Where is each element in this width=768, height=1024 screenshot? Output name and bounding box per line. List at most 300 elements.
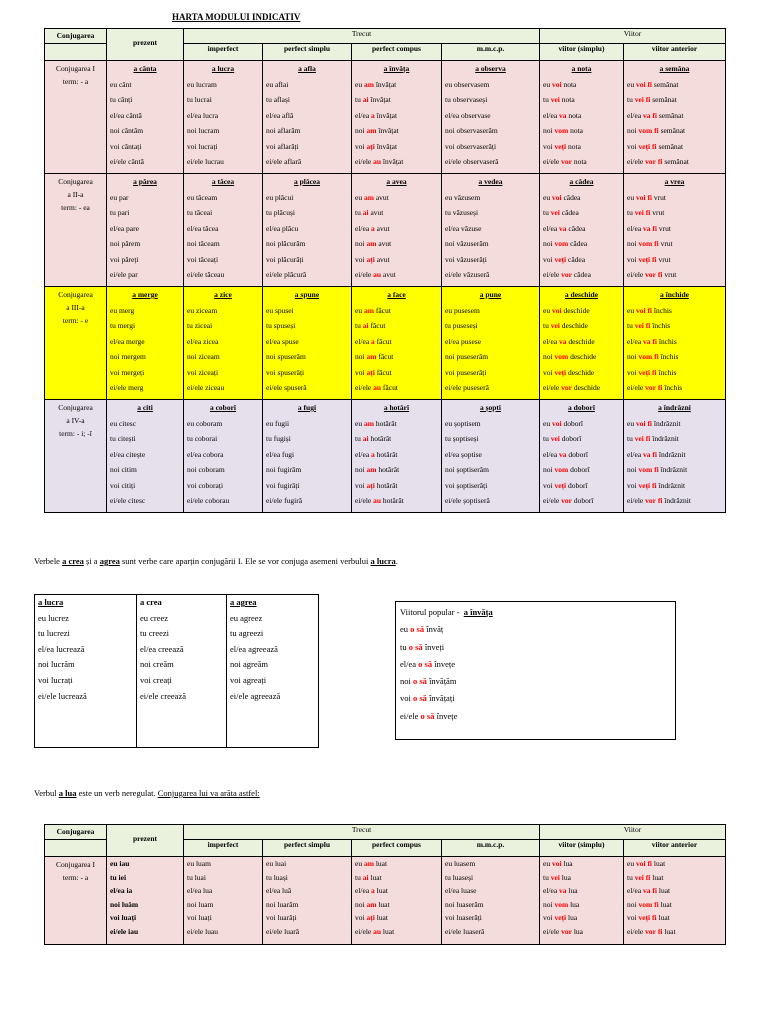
conjugated-form: eu merg — [110, 305, 135, 315]
conjugated-form: voi veți fi îndrăznit — [627, 480, 686, 490]
lua-label-line: term: - a — [62, 873, 89, 882]
conjugated-form: tu aflași — [266, 95, 290, 104]
infinitive: a spune — [294, 290, 320, 299]
conjugated-form: voi veți fi închis — [627, 367, 677, 377]
cell-viitor-anterior — [624, 287, 726, 400]
lua-header-mmcp: m.m.c.p. — [442, 840, 540, 857]
conjugated-form: tu mergi — [110, 321, 136, 330]
conjugated-form: eu șoptisem — [445, 418, 481, 428]
conjugated-form: eu voi fi semănat — [627, 79, 679, 89]
conjugated-form: voi ați hotărât — [355, 480, 398, 490]
conjugated-form: ei/ele au hotărât — [355, 496, 404, 505]
lua-header-perfect-compus: perfect compus — [352, 840, 442, 857]
lua-header-blank — [45, 840, 107, 857]
conjugated-form: ei/ele fugiră — [266, 496, 303, 505]
conjugated-form: el/ea va deschide — [543, 336, 595, 346]
conjugated-form: el/ea merge — [110, 336, 145, 346]
lua-form: noi luaserăm — [445, 899, 484, 909]
conjugated-form: voi veți doborî — [543, 480, 588, 490]
small-col-form: voi creați — [140, 674, 172, 685]
conjugated-form: tu observaseși — [445, 95, 488, 104]
lua-cell-viitor-simplu — [540, 857, 624, 945]
conjugated-form: noi coboram — [187, 465, 225, 474]
verb-form: învățați — [429, 693, 455, 704]
lua-form: tu iei — [110, 872, 127, 882]
conjugated-form: voi mergeți — [110, 367, 145, 377]
conjugated-form: noi ziceam — [187, 352, 220, 361]
conjugated-form: eu aflai — [266, 79, 289, 89]
small-col-form: tu agreezi — [230, 628, 264, 639]
group-label-line: term: - ea — [61, 203, 90, 212]
popular-title: Viitorul popular - a învăța — [400, 607, 493, 617]
small-col-heading: a agrea — [230, 597, 257, 607]
conjugated-form: ei/ele aflară — [266, 157, 302, 166]
cell-mmcp — [442, 61, 540, 174]
group-label-line: a II-a — [67, 190, 84, 199]
page-title: HARTA MODULUI INDICATIV — [172, 12, 301, 22]
infinitive: a învăța — [383, 64, 410, 73]
infinitive: a părea — [133, 177, 157, 186]
infinitive: a tăcea — [211, 177, 235, 186]
conjugated-form: eu am hotărât — [355, 418, 397, 428]
conjugated-form: tu vei doborî — [543, 434, 582, 443]
conjugated-form: el/ea află — [266, 110, 294, 120]
conjugated-form: voi veți cădea — [543, 254, 586, 264]
small-col-form: ei/ele agreează — [230, 690, 281, 701]
lua-form: voi luaserăți — [445, 913, 482, 923]
cell-mmcp — [442, 287, 540, 400]
lua-label-line: Conjugarea I — [56, 860, 95, 869]
cell-perfect-compus — [352, 400, 442, 513]
conjugated-form: eu voi doborî — [543, 418, 584, 428]
particle-sa: să — [415, 641, 423, 652]
conjugated-form: tu plăcuși — [266, 208, 295, 217]
conjugated-form: noi spuserăm — [266, 352, 306, 361]
lua-form: eu am luat — [355, 859, 388, 868]
conjugated-form: noi fugirăm — [266, 465, 302, 474]
conjugated-form: tu văzuseși — [445, 208, 479, 217]
conjugated-form: eu lucram — [187, 79, 217, 89]
conjugated-form: tu vei nota — [543, 95, 575, 104]
lua-form: voi luați — [187, 913, 212, 923]
conjugated-form: eu citesc — [110, 418, 137, 428]
cell-prezent — [107, 400, 184, 513]
infinitive: a coborî — [209, 403, 237, 412]
conjugated-form: voi puseserăți — [445, 367, 487, 377]
conjugated-form: el/ea va cădea — [543, 223, 586, 233]
conjugated-form: tu tăceai — [187, 208, 213, 217]
lua-form: noi luarăm — [266, 899, 299, 909]
small-col-heading: a lucra — [38, 597, 64, 607]
small-col-form: eu lucrez — [38, 612, 69, 623]
small-col-form: voi lucrați — [38, 674, 73, 685]
conjugated-form: ei/ele au făcut — [355, 383, 398, 392]
pronoun: eu — [400, 624, 409, 635]
cell-viitor-simplu — [540, 287, 624, 400]
lua-form: tu ai luat — [355, 872, 382, 882]
conjugated-form: noi plăcurăm — [266, 239, 306, 248]
conjugated-form: el/ea fugi — [266, 449, 295, 459]
pronoun: voi — [400, 693, 411, 704]
infinitive: a cânta — [133, 64, 157, 73]
conjugated-form: voi șoptiserăți — [445, 480, 488, 490]
header-viitor-anterior: viitor anterior — [624, 44, 726, 61]
conjugated-form: tu fugiși — [266, 434, 291, 443]
lua-form: ei/ele luară — [266, 926, 300, 936]
conjugated-form: ei/ele coborau — [187, 496, 230, 505]
header-mmcp: m.m.c.p. — [442, 44, 540, 61]
pronoun: tu — [400, 641, 407, 652]
cell-imperfect — [184, 287, 263, 400]
cell-viitor-anterior — [624, 174, 726, 287]
cell-perfect-simplu — [263, 287, 352, 400]
infinitive: a îndrăzni — [658, 403, 691, 412]
conjugated-form: ei/ele vor nota — [543, 157, 587, 166]
conjugated-form: eu cânt — [110, 79, 132, 89]
conjugated-form: ei/ele plăcură — [266, 270, 307, 279]
infinitive: a plăcea — [293, 177, 321, 186]
conjugated-form: tu ai învățat — [355, 95, 391, 104]
conjugated-form: ei/ele au avut — [355, 270, 396, 279]
lua-form: el/ea va lua — [543, 886, 578, 896]
conjugated-form: voi tăceați — [187, 254, 219, 264]
conjugated-form: eu văzusem — [445, 192, 481, 202]
cell-perfect-simplu — [263, 174, 352, 287]
verb-form: înveți — [424, 641, 445, 652]
lua-form: el/ea a luat — [355, 886, 388, 896]
conjugated-form: noi vom doborî — [543, 465, 590, 474]
cell-perfect-simplu — [263, 61, 352, 174]
conjugated-form: voi observaserăți — [445, 141, 497, 151]
conjugated-form: noi observaserăm — [445, 126, 498, 135]
header-viitor: Viitor — [540, 29, 726, 44]
group-label-line: Conjugarea I — [56, 64, 95, 73]
particle-sa: să — [424, 658, 433, 669]
conjugated-form: voi cântați — [110, 141, 142, 151]
conjugated-form: voi citiți — [110, 480, 136, 490]
infinitive: a afla — [298, 64, 316, 73]
lua-cell-mmcp — [442, 857, 540, 945]
infinitive: a zice — [214, 290, 232, 299]
infinitive: a hotărî — [383, 403, 410, 412]
infinitive: a vedea — [478, 177, 503, 186]
infinitive: a nota — [571, 64, 592, 73]
particle-sa: să — [419, 693, 427, 704]
lua-form: noi luam — [187, 899, 214, 909]
conjugated-form: tu ai avut — [355, 208, 384, 217]
lua-form: noi am luat — [355, 899, 390, 909]
infinitive: a merge — [132, 290, 158, 299]
lua-form: el/ea luase — [445, 886, 477, 896]
pronoun: ei/ele — [400, 710, 419, 721]
lua-form: eu iau — [110, 859, 130, 868]
infinitive: a avea — [386, 177, 407, 186]
crea-agrea-table — [34, 594, 319, 748]
group-label-line: term: - e — [62, 316, 89, 325]
infinitive: a fugi — [297, 403, 317, 412]
lua-form: noi luăm — [110, 899, 139, 909]
conjugated-form: eu par — [110, 192, 129, 202]
infinitive: a pune — [479, 290, 502, 299]
header-imperfect: imperfect — [184, 44, 263, 61]
conjugated-form: voi veți fi semănat — [627, 141, 684, 151]
lua-header-imperfect: imperfect — [184, 840, 263, 857]
lua-cell-perfect-compus — [352, 857, 442, 945]
lua-header-perfect-simplu: perfect simplu — [263, 840, 352, 857]
small-col-heading: a crea — [140, 597, 162, 607]
conjugated-form: tu ai făcut — [355, 321, 386, 330]
lua-header-trecut: Trecut — [184, 825, 540, 840]
lua-form: voi ați luat — [355, 913, 388, 923]
conjugated-form: noi am învățat — [355, 126, 399, 135]
small-col-form: tu lucrezi — [38, 628, 70, 639]
conjugated-form: el/ea va fi vrut — [627, 223, 671, 233]
particle-o: o — [418, 658, 423, 669]
particle-o: o — [413, 693, 418, 704]
conjugated-form: ei/ele văzuseră — [445, 270, 490, 279]
cell-viitor-anterior — [624, 61, 726, 174]
conjugated-form: ei/ele vor fi închis — [627, 383, 683, 392]
conjugated-form: el/ea spuse — [266, 336, 299, 346]
conjugated-form: eu coboram — [187, 418, 223, 428]
conjugated-form: ei/ele vor cădea — [543, 270, 591, 279]
lua-cell-imperfect — [184, 857, 263, 945]
conjugated-form: tu pari — [110, 208, 130, 217]
conjugated-form: tu șoptiseși — [445, 434, 479, 443]
lua-form: eu luasem — [445, 859, 476, 868]
cell-viitor-simplu — [540, 400, 624, 513]
lua-form: voi veți fi luat — [627, 913, 670, 923]
small-col-2 — [137, 595, 227, 748]
cell-perfect-simplu — [263, 400, 352, 513]
cell-imperfect — [184, 400, 263, 513]
conjugated-form: voi veți fi vrut — [627, 254, 671, 264]
lua-form: el/ea ia — [110, 886, 133, 896]
group-label-3 — [45, 287, 107, 400]
cell-prezent — [107, 61, 184, 174]
conjugated-form: voi fugirăți — [266, 480, 300, 490]
conjugated-form: noi puseserăm — [445, 352, 489, 361]
lua-form: voi veți lua — [543, 913, 578, 923]
header-perfect-compus: perfect compus — [352, 44, 442, 61]
conjugated-form: el/ea pare — [110, 223, 139, 233]
conjugated-form: el/ea a învățat — [355, 110, 398, 120]
lua-form: voi luarăți — [266, 913, 297, 923]
conjugated-form: noi vom fi semănat — [627, 126, 686, 135]
lua-cell-viitor-anterior — [624, 857, 726, 945]
conjugated-form: eu voi fi îndrăznit — [627, 418, 681, 428]
conjugated-form: el/ea observase — [445, 110, 491, 120]
lua-form: voi luați — [110, 913, 137, 923]
conjugated-form: el/ea șoptise — [445, 449, 482, 459]
lua-form: ei/ele au luat — [355, 926, 395, 936]
conjugated-form: ei/ele merg — [110, 383, 144, 392]
conjugated-form: el/ea a hotărât — [355, 449, 398, 459]
conjugated-form: noi tăceam — [187, 239, 220, 248]
lua-form: ei/ele vor lua — [543, 926, 584, 936]
conjugated-form: noi am hotărât — [355, 465, 400, 474]
conjugated-form: el/ea cobora — [187, 449, 224, 459]
conjugated-form: noi citim — [110, 465, 137, 474]
conjugated-form: voi ați învățat — [355, 141, 398, 151]
conjugated-form: tu coborai — [187, 434, 218, 443]
cell-prezent — [107, 174, 184, 287]
conjugated-form: ei/ele tăceau — [187, 270, 225, 279]
conjugated-form: eu voi cădea — [543, 192, 581, 202]
cell-mmcp — [442, 174, 540, 287]
conjugated-form: el/ea văzuse — [445, 223, 482, 233]
conjugated-form: ei/ele au învățat — [355, 157, 404, 166]
conjugated-form: voi veți nota — [543, 141, 581, 151]
conjugated-form: noi vom cădea — [543, 239, 588, 248]
group-label-4 — [45, 400, 107, 513]
conjugated-form: noi vom nota — [543, 126, 584, 135]
infinitive: a vrea — [664, 177, 685, 186]
conjugated-form: noi cântăm — [110, 126, 144, 135]
pronoun: noi — [400, 676, 411, 687]
conjugated-form: tu vei fi îndrăznit — [627, 434, 679, 443]
conjugated-form: voi ziceați — [187, 367, 219, 377]
lua-conjugation-table — [44, 824, 726, 945]
conjugated-form: noi vom fi vrut — [627, 239, 673, 248]
small-col-form: eu creez — [140, 612, 169, 623]
conjugated-form: ei/ele puseseră — [445, 383, 489, 392]
lua-form: ei/ele luau — [187, 926, 219, 936]
conjugated-form: eu am avut — [355, 192, 389, 202]
lua-form: eu voi lua — [543, 859, 573, 868]
cell-viitor-simplu — [540, 174, 624, 287]
infinitive: a semăna — [659, 64, 690, 73]
small-col-form: el/ea lucrează — [38, 643, 85, 654]
conjugated-form: voi veți deschide — [543, 367, 595, 377]
group-label-line: Conjugarea — [58, 403, 93, 412]
lua-form: tu luai — [187, 872, 206, 882]
lua-header-conjugarea: Conjugarea — [45, 825, 107, 840]
conjugated-form: eu am învățat — [355, 79, 397, 89]
small-col-form: tu creezi — [140, 628, 170, 639]
lua-form: noi vom fi luat — [627, 899, 672, 909]
popular-row — [396, 621, 675, 638]
note-crea-agrea: Verbele a crea și a agrea sunt verbe care aparțin conjugării I. Ele se vor conjuga asemeni verbului a lucra. — [34, 556, 398, 566]
infinitive: a face — [387, 290, 406, 299]
conjugated-form: ei/ele cântă — [110, 157, 144, 166]
popular-row — [396, 656, 675, 673]
verb-form: învățăm — [429, 676, 457, 687]
conjugated-form: eu tăceam — [187, 192, 218, 202]
lua-header-viitor-anterior: viitor anterior — [624, 840, 726, 857]
group-label-line: term: - i; -î — [59, 429, 92, 438]
lua-form: tu luaseși — [445, 872, 474, 882]
group-label-line: a III-a — [66, 303, 85, 312]
lua-form: tu vei fi luat — [627, 872, 664, 882]
lua-header-viitor-simplu: viitor (simplu) — [540, 840, 624, 857]
lua-cell-perfect-simplu — [263, 857, 352, 945]
particle-sa: să — [416, 624, 425, 635]
small-col-form: voi agreați — [230, 674, 267, 685]
conjugated-form: noi am avut — [355, 239, 392, 248]
header-prezent: prezent — [107, 44, 184, 61]
popular-row — [396, 673, 675, 690]
conjugated-form: ei/ele ziceau — [187, 383, 225, 392]
header-perfect-simplu: perfect simplu — [263, 44, 352, 61]
particle-o: o — [420, 710, 425, 721]
conjugated-form: noi mergem — [110, 352, 146, 361]
lua-cell-prezent — [107, 857, 184, 945]
conjugated-form: eu observasem — [445, 79, 490, 89]
viitorul-popular-box — [395, 601, 676, 740]
conjugated-form: tu vei fi vrut — [627, 208, 665, 217]
conjugated-form: noi părem — [110, 239, 141, 248]
conjugated-form: el/ea a făcut — [355, 336, 392, 346]
conjugated-form: tu lucrai — [187, 95, 212, 104]
lua-form: eu luai — [266, 859, 287, 868]
conjugated-form: el/ea plăcu — [266, 223, 299, 233]
conjugated-form: eu voi fi vrut — [627, 192, 666, 202]
small-col-form: noi lucrăm — [38, 659, 75, 670]
infinitive: a închide — [660, 290, 689, 299]
conjugated-form: ei/ele spuseră — [266, 383, 307, 392]
verb-form: învețe — [436, 710, 458, 721]
header-viitor-simplu: viitor (simplu) — [540, 44, 624, 61]
conjugated-form: eu fugii — [266, 418, 290, 428]
infinitive: a deschide — [564, 290, 599, 299]
cell-imperfect — [184, 174, 263, 287]
indicative-conjugation-table — [44, 28, 726, 513]
conjugated-form: el/ea va fi închis — [627, 336, 677, 346]
conjugated-form: voi păreți — [110, 254, 139, 264]
conjugated-form: el/ea tăcea — [187, 223, 219, 233]
infinitive: a lucra — [211, 64, 235, 73]
group-label-1 — [45, 61, 107, 174]
conjugated-form: tu ai hotărât — [355, 434, 392, 443]
conjugated-form: el/ea cântă — [110, 110, 142, 120]
conjugated-form: el/ea a avut — [355, 223, 390, 233]
conjugated-form: ei/ele șoptiseră — [445, 496, 490, 505]
group-label-line: term: - a — [62, 77, 89, 86]
conjugated-form: ei/ele citesc — [110, 496, 146, 505]
conjugated-form: tu citești — [110, 434, 136, 443]
conjugated-form: ei/ele vor fi vrut — [627, 270, 677, 279]
conjugated-form: voi ați făcut — [355, 367, 392, 377]
lua-form: ei/ele vor fi luat — [627, 926, 676, 936]
lua-form: el/ea va fi luat — [627, 886, 671, 896]
conjugated-form: el/ea va doborî — [543, 449, 588, 459]
header-conjugarea: Conjugarea — [45, 29, 107, 44]
conjugated-form: tu vei deschide — [543, 321, 589, 330]
cell-perfect-compus — [352, 61, 442, 174]
conjugated-form: eu spusei — [266, 305, 294, 315]
note-lua: Verbul a lua este un verb neregulat. Conjugarea lui va arăta astfel: — [34, 788, 260, 798]
lua-form: el/ea luă — [266, 886, 292, 896]
header-conjugarea-blank — [45, 44, 107, 61]
group-label-line: Conjugarea — [58, 290, 93, 299]
infinitive: a doborî — [568, 403, 595, 412]
cell-viitor-anterior — [624, 400, 726, 513]
conjugated-form: voi spuserăți — [266, 367, 305, 377]
particle-o: o — [408, 641, 413, 652]
conjugated-form: noi lucram — [187, 126, 220, 135]
conjugated-form: voi ați avut — [355, 254, 390, 264]
conjugated-form: voi coborați — [187, 480, 224, 490]
pronoun: el/ea — [400, 658, 417, 669]
infinitive: a cădea — [569, 177, 594, 186]
small-col-3 — [227, 595, 319, 748]
cell-perfect-compus — [352, 287, 442, 400]
conjugated-form: ei/ele vor deschide — [543, 383, 601, 392]
conjugated-form: tu vei cădea — [543, 208, 579, 217]
conjugated-form: tu cânți — [110, 95, 133, 104]
small-col-form: ei/ele creează — [140, 690, 186, 701]
